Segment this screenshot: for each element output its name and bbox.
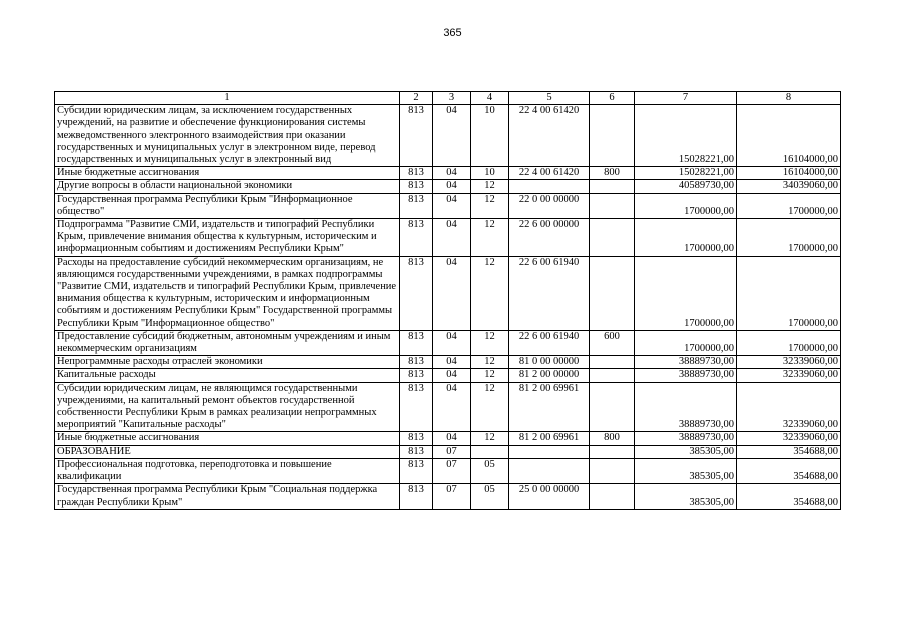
cell-c8: 1700000,00 — [737, 219, 841, 257]
cell-c7: 38889730,00 — [635, 432, 737, 445]
cell-c6 — [590, 105, 635, 167]
cell-c7: 385305,00 — [635, 484, 737, 509]
row-name: Подпрограмма "Развитие СМИ, издательств и типографий Республики Крым, привлечение внимания общества к культурным, историческим и информационным событиям и достижениям Республики Крым" — [55, 219, 400, 257]
cell-c5: 81 2 00 69961 — [509, 432, 590, 445]
cell-c4: 12 — [471, 330, 509, 355]
cell-c2: 813 — [400, 445, 433, 458]
cell-c8: 16104000,00 — [737, 167, 841, 180]
cell-c3: 04 — [433, 180, 471, 193]
cell-c4: 10 — [471, 105, 509, 167]
cell-c6 — [590, 356, 635, 369]
cell-c5 — [509, 180, 590, 193]
cell-c5: 22 6 00 00000 — [509, 219, 590, 257]
header-cell: 4 — [471, 92, 509, 105]
cell-c5: 81 2 00 00000 — [509, 369, 590, 382]
cell-c2: 813 — [400, 369, 433, 382]
cell-c6: 800 — [590, 432, 635, 445]
cell-c7: 15028221,00 — [635, 167, 737, 180]
cell-c6 — [590, 382, 635, 432]
row-name: Другие вопросы в области национальной экономики — [55, 180, 400, 193]
cell-c4: 12 — [471, 256, 509, 330]
table-row — [55, 484, 841, 509]
cell-c7: 1700000,00 — [635, 219, 737, 257]
table-row — [55, 180, 841, 193]
cell-c7: 40589730,00 — [635, 180, 737, 193]
cell-c3: 07 — [433, 484, 471, 509]
row-name: Иные бюджетные ассигнования — [55, 432, 400, 445]
cell-c7: 38889730,00 — [635, 356, 737, 369]
row-name: Иные бюджетные ассигнования — [55, 167, 400, 180]
cell-c2: 813 — [400, 193, 433, 218]
row-name: Субсидии юридическим лицам, не являющимся государственными учреждениями, на капитальный ремонт объектов государственной собственности Республики Крым в рамках реализации непрограммных мероприятий "Капитальные расходы" — [55, 382, 400, 432]
table-row — [55, 167, 841, 180]
cell-c8: 32339060,00 — [737, 382, 841, 432]
table-row — [55, 458, 841, 483]
header-cell: 8 — [737, 92, 841, 105]
cell-c6: 800 — [590, 167, 635, 180]
cell-c6 — [590, 219, 635, 257]
cell-c6 — [590, 369, 635, 382]
cell-c2: 813 — [400, 484, 433, 509]
cell-c4: 05 — [471, 458, 509, 483]
cell-c3: 04 — [433, 219, 471, 257]
row-name: Расходы на предоставление субсидий некоммерческим организациям, не являющимся государственными учреждениями, в рамках подпрограммы "Развитие СМИ, издательств и типографий Республики Крым, привлечение внимания общества к культурным, историческим и информационным событиям и достижениям Республики Крым" Государственной программы Республики Крым "Информационное общество" — [55, 256, 400, 330]
cell-c8: 354688,00 — [737, 484, 841, 509]
cell-c8: 354688,00 — [737, 458, 841, 483]
cell-c8: 354688,00 — [737, 445, 841, 458]
table-row — [55, 432, 841, 445]
cell-c6 — [590, 256, 635, 330]
cell-c3: 04 — [433, 105, 471, 167]
cell-c4: 12 — [471, 369, 509, 382]
cell-c5: 25 0 00 00000 — [509, 484, 590, 509]
row-name: Государственная программа Республики Крым "Социальная поддержка граждан Республики Крым" — [55, 484, 400, 509]
cell-c5: 22 4 00 61420 — [509, 105, 590, 167]
cell-c2: 813 — [400, 382, 433, 432]
cell-c5 — [509, 445, 590, 458]
row-name: ОБРАЗОВАНИЕ — [55, 445, 400, 458]
table-header-row — [55, 92, 841, 105]
table-row — [55, 105, 841, 167]
cell-c3: 04 — [433, 193, 471, 218]
cell-c6 — [590, 484, 635, 509]
cell-c6 — [590, 445, 635, 458]
table-row — [55, 193, 841, 218]
cell-c8: 1700000,00 — [737, 330, 841, 355]
cell-c5: 22 6 00 61940 — [509, 330, 590, 355]
cell-c7: 1700000,00 — [635, 330, 737, 355]
cell-c6: 600 — [590, 330, 635, 355]
cell-c6 — [590, 193, 635, 218]
table-row — [55, 445, 841, 458]
cell-c8: 32339060,00 — [737, 432, 841, 445]
cell-c3: 07 — [433, 458, 471, 483]
cell-c5: 81 0 00 00000 — [509, 356, 590, 369]
cell-c4: 12 — [471, 180, 509, 193]
cell-c5: 22 6 00 61940 — [509, 256, 590, 330]
cell-c8: 16104000,00 — [737, 105, 841, 167]
header-cell: 5 — [509, 92, 590, 105]
cell-c4: 12 — [471, 432, 509, 445]
cell-c5: 22 4 00 61420 — [509, 167, 590, 180]
header-cell: 1 — [55, 92, 400, 105]
header-cell: 6 — [590, 92, 635, 105]
row-name: Субсидии юридическим лицам, за исключением государственных учреждений, на развитие и обеспечение функционирования системы межведомственного электронного взаимодействия при оказании государственных и муниципальных услуг в электронном виде, перевод государственных и муниципальных услуг в электронный вид — [55, 105, 400, 167]
cell-c7: 38889730,00 — [635, 382, 737, 432]
cell-c7: 38889730,00 — [635, 369, 737, 382]
row-name: Непрограммные расходы отраслей экономики — [55, 356, 400, 369]
table-row — [55, 356, 841, 369]
cell-c6 — [590, 180, 635, 193]
cell-c8: 34039060,00 — [737, 180, 841, 193]
cell-c4 — [471, 445, 509, 458]
cell-c3: 04 — [433, 256, 471, 330]
cell-c3: 04 — [433, 167, 471, 180]
cell-c8: 32339060,00 — [737, 356, 841, 369]
header-cell: 7 — [635, 92, 737, 105]
cell-c5: 81 2 00 69961 — [509, 382, 590, 432]
cell-c7: 385305,00 — [635, 458, 737, 483]
cell-c5 — [509, 458, 590, 483]
cell-c2: 813 — [400, 105, 433, 167]
header-cell: 3 — [433, 92, 471, 105]
cell-c7: 15028221,00 — [635, 105, 737, 167]
cell-c4: 05 — [471, 484, 509, 509]
header-cell: 2 — [400, 92, 433, 105]
cell-c8: 1700000,00 — [737, 256, 841, 330]
table-row — [55, 369, 841, 382]
cell-c2: 813 — [400, 432, 433, 445]
cell-c8: 32339060,00 — [737, 369, 841, 382]
cell-c3: 04 — [433, 432, 471, 445]
cell-c4: 12 — [471, 219, 509, 257]
cell-c3: 04 — [433, 382, 471, 432]
row-name: Профессиональная подготовка, переподготовка и повышение квалификации — [55, 458, 400, 483]
cell-c5: 22 0 00 00000 — [509, 193, 590, 218]
row-name: Государственная программа Республики Крым "Информационное общество" — [55, 193, 400, 218]
row-name: Капитальные расходы — [55, 369, 400, 382]
cell-c2: 813 — [400, 256, 433, 330]
table-row — [55, 256, 841, 330]
cell-c2: 813 — [400, 167, 433, 180]
table-row — [55, 219, 841, 257]
cell-c4: 12 — [471, 382, 509, 432]
cell-c4: 10 — [471, 167, 509, 180]
cell-c3: 07 — [433, 445, 471, 458]
cell-c3: 04 — [433, 330, 471, 355]
cell-c2: 813 — [400, 458, 433, 483]
cell-c7: 385305,00 — [635, 445, 737, 458]
cell-c2: 813 — [400, 219, 433, 257]
page-number: 365 — [443, 27, 462, 39]
table-row — [55, 382, 841, 432]
cell-c8: 1700000,00 — [737, 193, 841, 218]
row-name: Предоставление субсидий бюджетным, автономным учреждениям и иным некоммерческим организациям — [55, 330, 400, 355]
cell-c4: 12 — [471, 356, 509, 369]
cell-c3: 04 — [433, 356, 471, 369]
cell-c3: 04 — [433, 369, 471, 382]
cell-c6 — [590, 458, 635, 483]
cell-c2: 813 — [400, 180, 433, 193]
cell-c7: 1700000,00 — [635, 256, 737, 330]
cell-c4: 12 — [471, 193, 509, 218]
budget-table — [54, 91, 841, 510]
cell-c7: 1700000,00 — [635, 193, 737, 218]
table-row — [55, 330, 841, 355]
cell-c2: 813 — [400, 330, 433, 355]
cell-c2: 813 — [400, 356, 433, 369]
